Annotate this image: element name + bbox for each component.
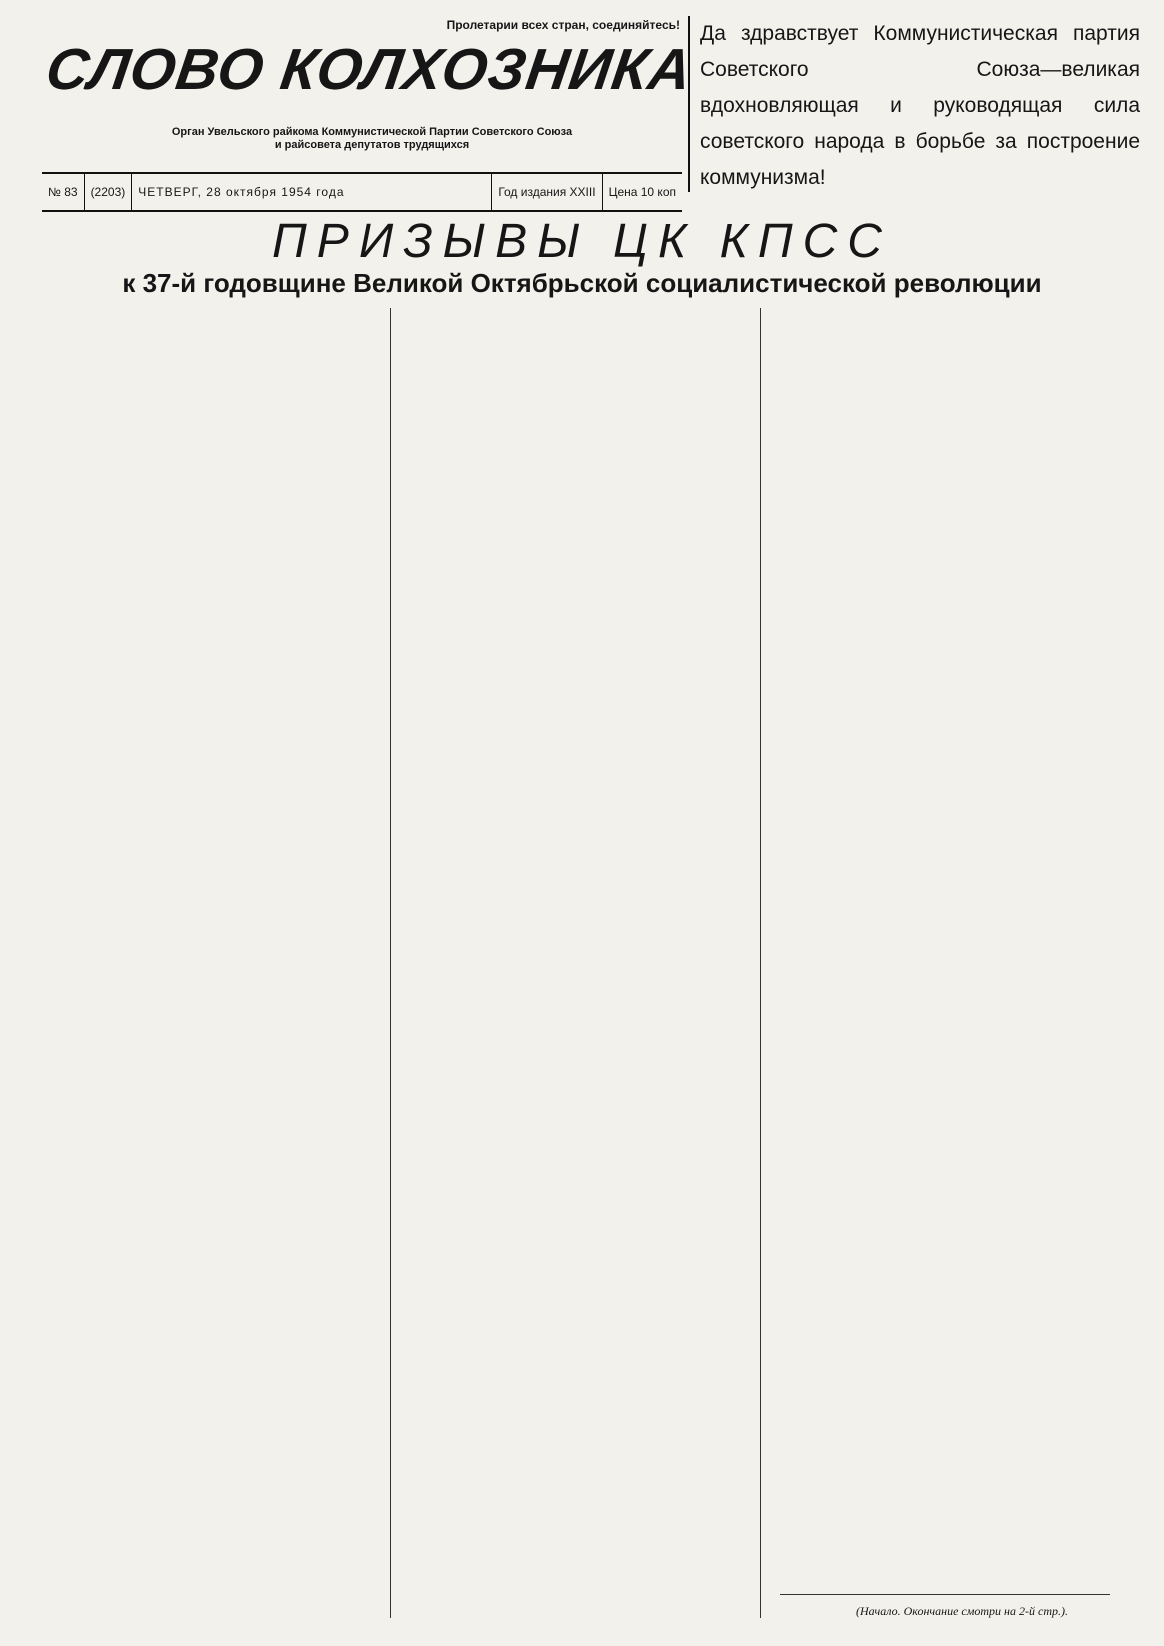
newspaper-title: СЛОВО КОЛХОЗНИКА [42,37,697,102]
party-slogan: Да здравствует Коммунистическая партия Советского Союза—великая вдохновляющая и руководящая сила советского народа в борьбе за построение коммунизма! [688,16,1140,192]
issue-number: № 83 [42,174,85,210]
issue-price: Цена 10 коп [608,185,676,199]
organ-line [122,126,622,152]
organ-line-2: и райсовета депутатов трудящихся [274,139,470,151]
article-columns [30,308,1134,1628]
publication-year: Год издания XXIII [492,174,602,210]
issue-date: ЧЕТВЕРГ, 28 октября 1954 года [132,174,492,210]
article-column-2 [405,308,745,1618]
issue-info-bar [42,172,682,212]
organ-line-1: Орган Увельского райкома Коммунистической Партии Советского Союза [171,126,573,138]
issue-serial: (2203) [85,174,133,210]
continuation-note: (Начало. Окончание смотри на 2-й стр.). [856,1604,1068,1618]
headline: ПРИЗЫВЫ ЦК КПСС [272,215,892,268]
article-column-3 [774,308,1114,1618]
masthead [40,14,697,214]
column-divider [390,308,391,1618]
proletarii-slogan: Пролетарии всех стран, соединяйтесь! [446,18,680,32]
column-divider [760,308,761,1618]
subheadline: к 37-й годовщине Великой Октябрьской социалистической революции [122,268,1042,298]
footer-divider [780,1594,1110,1595]
article-column-1 [30,308,370,1618]
